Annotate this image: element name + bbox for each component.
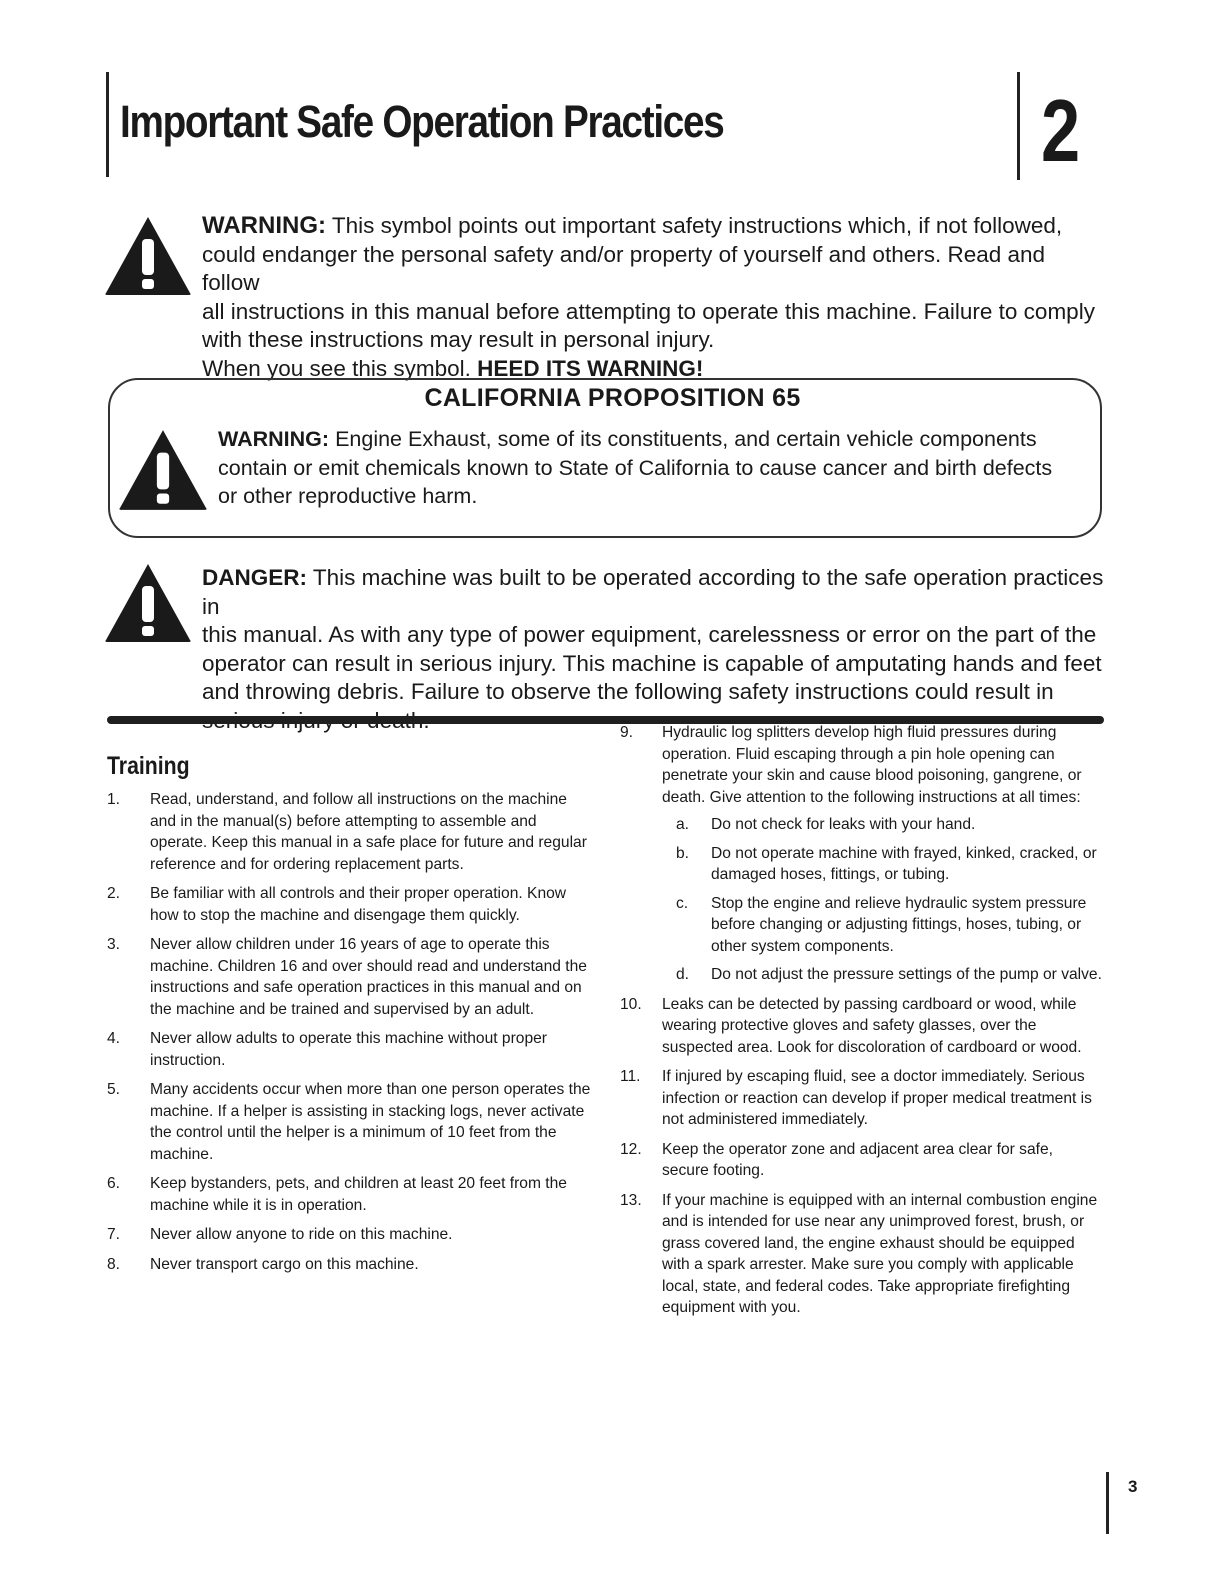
list-item xyxy=(107,934,595,1020)
item-number: 9. xyxy=(620,724,634,741)
list-item xyxy=(107,1254,595,1276)
item-text: Never allow adults to operate this machine without proper instruction. xyxy=(150,1030,547,1069)
item-text: Keep the operator zone and adjacent area clear for safe, secure footing. xyxy=(662,1140,1053,1179)
warning-line-4: with these instructions may result in personal injury. xyxy=(202,327,715,352)
danger-line-1: This machine was built to be operated according to the safe operation practices in xyxy=(202,565,1104,619)
sub-list-item xyxy=(620,814,1104,836)
item-text: Many accidents occur when more than one person operates the machine. If a helper is assisting in stacking logs, never activate the control until the helper is a minimum of 10 feet from the machine. xyxy=(150,1081,591,1163)
training-list-right xyxy=(620,722,1104,1327)
danger-paragraph xyxy=(202,564,1107,735)
list-item xyxy=(620,722,1104,986)
prop65-warning-label: WARNING: xyxy=(218,427,330,451)
list-item xyxy=(107,789,595,875)
sub-item-text: Do not check for leaks with your hand. xyxy=(711,816,976,833)
item-text: Never allow anyone to ride on this machine. xyxy=(150,1226,453,1243)
page-title: Important Safe Operation Practices xyxy=(120,96,724,147)
warning-line-1: This symbol points out important safety instructions which, if not followed, xyxy=(331,213,1063,238)
warning-paragraph xyxy=(202,212,1102,383)
item-text: Never transport cargo on this machine. xyxy=(150,1255,419,1273)
item-number: 5. xyxy=(107,1081,121,1098)
list-item xyxy=(107,1224,595,1246)
item-text: Keep bystanders, pets, and children at least 20 feet from the machine while it is in operation. xyxy=(150,1175,567,1214)
warning-line-3: all instructions in this manual before attempting to operate this machine. Failure to comply xyxy=(202,298,1095,324)
item-number: 12. xyxy=(620,1140,642,1158)
heed-prefix: When you see this symbol. xyxy=(202,355,471,381)
item-number: 3. xyxy=(107,936,121,953)
sub-list xyxy=(620,814,1104,986)
chapter-number: 2 xyxy=(1041,81,1081,180)
title-left-rule xyxy=(106,72,109,177)
training-heading: Training xyxy=(107,752,190,780)
list-item xyxy=(620,1139,1104,1182)
prop65-line-2: contain or emit chemicals known to State of California to cause cancer and birth defects xyxy=(218,455,1053,480)
danger-line-2: this manual. As with any type of power equipment, carelessness or error on the part of the xyxy=(202,622,1097,647)
item-number: 2. xyxy=(107,885,121,902)
training-list-left xyxy=(107,789,595,1283)
sub-item-letter: c. xyxy=(676,894,689,912)
prop65-line-3: or other reproductive harm. xyxy=(218,484,478,508)
sub-item-letter: d. xyxy=(676,966,690,983)
warning-label: WARNING: xyxy=(202,212,326,239)
sub-item-letter: a. xyxy=(676,816,690,833)
danger-line-4: and throwing debris. Failure to observe the following safety instructions could result in xyxy=(202,679,1054,704)
item-number: 8. xyxy=(107,1255,121,1273)
sub-list-item xyxy=(620,843,1104,886)
item-text: Leaks can be detected by passing cardboard or wood, while wearing protective gloves and safety glasses, over the suspected area. Look for discoloration of cardboard or wood. xyxy=(662,995,1082,1056)
warning-line-2: could endanger the personal safety and/or property of yourself and others. Read and follow xyxy=(202,241,1046,295)
chapter-rule xyxy=(1017,72,1020,180)
sub-list-item xyxy=(620,964,1104,986)
list-item xyxy=(107,1028,595,1071)
list-item xyxy=(620,994,1104,1059)
sub-item-text: Do not adjust the pressure settings of the pump or valve. xyxy=(711,966,1102,983)
prop65-title: CALIFORNIA PROPOSITION 65 xyxy=(424,384,801,412)
heed-warning: HEED ITS WARNING! xyxy=(477,355,704,381)
danger-label: DANGER: xyxy=(202,565,307,590)
warning-triangle-icon xyxy=(104,562,192,644)
item-text: Never allow children under 16 years of age to operate this machine. Children 16 and over should read and understand the instructions and safe operation practices in this manual and on the machine and be trained and supervised by an adult. xyxy=(150,936,587,1018)
sub-item-letter: b. xyxy=(676,844,690,862)
item-text: Be familiar with all controls and their proper operation. Know how to stop the machine and disengage them quickly. xyxy=(150,885,567,924)
sub-list-item xyxy=(620,893,1104,958)
sub-item-text: Do not operate machine with frayed, kinked, cracked, or damaged hoses, fittings, or tubing. xyxy=(711,844,1097,883)
item-text: If injured by escaping fluid, see a doctor immediately. Serious infection or reaction can develop if proper medical treatment is not administered immediately. xyxy=(662,1068,1092,1128)
item-number: 10. xyxy=(620,995,642,1013)
item-number: 1. xyxy=(107,791,121,808)
item-number: 11. xyxy=(620,1068,641,1085)
list-item xyxy=(620,1190,1104,1319)
item-number: 6. xyxy=(107,1175,121,1192)
page-number-rule xyxy=(1106,1472,1109,1534)
prop65-paragraph xyxy=(218,425,1088,511)
item-number: 4. xyxy=(107,1030,121,1047)
danger-line-3: operator can result in serious injury. This machine is capable of amputating hands and feet xyxy=(202,650,1102,676)
list-item xyxy=(107,1173,595,1216)
page-number: 3 xyxy=(1128,1477,1138,1496)
list-item xyxy=(107,883,595,926)
item-number: 13. xyxy=(620,1191,642,1209)
prop65-line-1: Engine Exhaust, some of its constituents, and certain vehicle components xyxy=(335,427,1037,451)
warning-triangle-icon xyxy=(104,215,192,297)
item-text: Hydraulic log splitters develop high fluid pressures during operation. Fluid escaping through a pin hole opening can penetrate your skin and cause blood poisoning, gangrene, or death. Give attention to the following instructions at all times: xyxy=(662,724,1082,806)
item-text: If your machine is equipped with an internal combustion engine and is intended for use near any unimproved forest, brush, or grass covered land, the engine exhaust should be equipped with a spark arrester. Make sure you comply with applicable local, state, and federal codes. Take appropriate firefighting equipment with you. xyxy=(662,1191,1098,1316)
list-item xyxy=(620,1066,1104,1131)
item-text: Read, understand, and follow all instructions on the machine and in the manual(s) before attempting to assemble and operate. Keep this manual in a safe place for future and regular reference and for ordering replacement parts. xyxy=(150,791,587,873)
warning-triangle-icon xyxy=(118,428,208,512)
item-number: 7. xyxy=(107,1226,121,1243)
list-item xyxy=(107,1079,595,1165)
sub-item-text: Stop the engine and relieve hydraulic system pressure before changing or adjusting fittings, hoses, tubing, or other system components. xyxy=(711,894,1087,955)
